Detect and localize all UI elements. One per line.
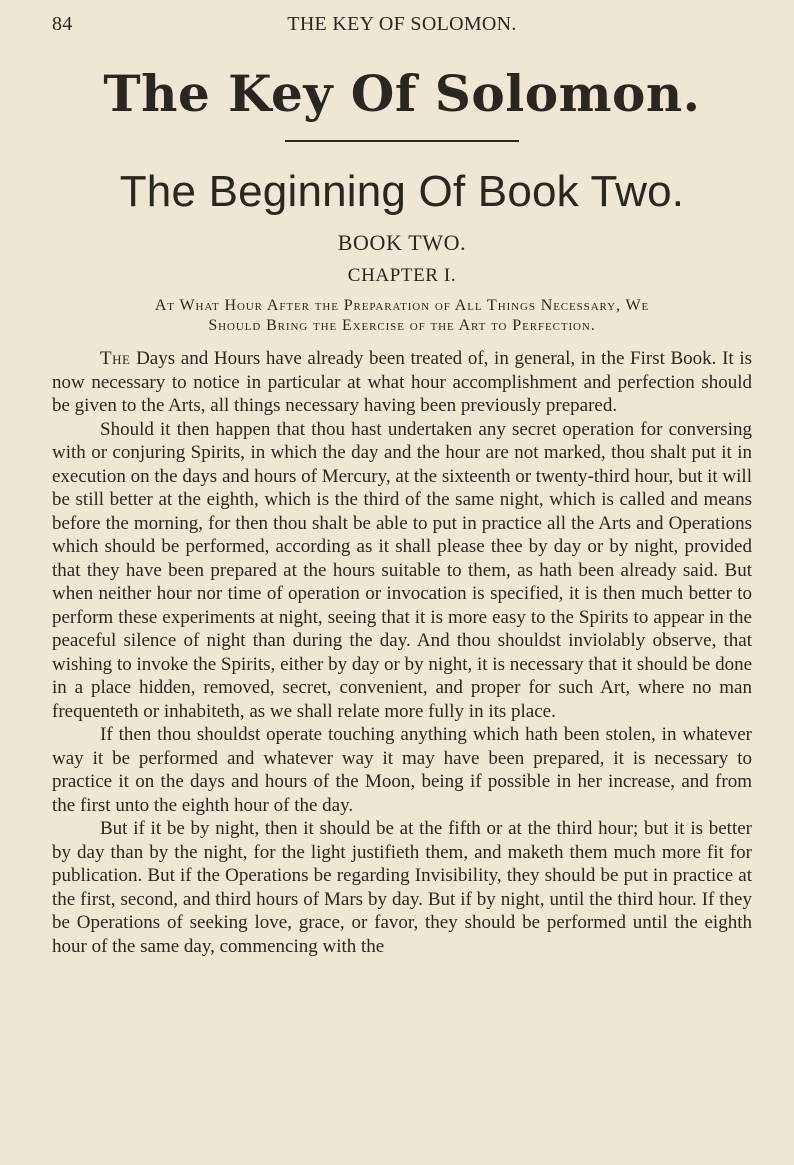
paragraph-2: Should it then happen that thou hast undertaken any secret operation for conversing with or conjuring Spirits, in which the day and the hour are not marked, thou shalt put it in execution on the days and hours of Mercury, at the sixteenth or twenty-third hour, but it will be still better at the eighth, which is the third of the same night, which is called and means before the morning, for then thou shalt be able to put in practice all the Arts and Operations which should be performed, according as it shall please thee by day or by night, provided that they have been prepared at the hours suitable to them, as hath been already said. But when neither hour nor time of operation or invocation is specified, it is then much better to perform these experiments at night, seeing that it is more easy to the Spirits to appear in the peaceful silence of night than during the day. And thou shouldst inviolably observe, that wishing to invoke the Spirits, either by day or by night, it is necessary that it should be done in a place hidden, removed, secret, convenient, and proper for such Art, where no man frequenteth or inhabiteth, as we shall relate more fully in its place. — [52, 418, 752, 722]
body-text — [52, 347, 752, 958]
blackletter-masthead: The Key Of Solomon. — [103, 64, 701, 123]
chapter-summary-line-2: Should Bring the Exercise of the Art to Perfection. — [208, 317, 596, 334]
chapter-heading: CHAPTER I. — [347, 265, 457, 286]
chapter-summary — [52, 296, 752, 336]
section-title: The Beginning Of Book Two. — [119, 167, 685, 216]
paragraph-4: But if it be by night, then it should be at the fifth or at the third hour; but it is better by day than by the night, for the light justifieth them, and maketh them much more fit for publication. But if the Operations be regarding Invisibility, they should be put in practice at the first, second, and third hours of Mars by day. But if by night, until the third hour. If they be Operations of seeking love, grace, or favor, they should be performed until the eighth hour of the same day, commencing with the — [52, 818, 752, 957]
chapter-summary-line-1: At What Hour After the Preparation of All Things Necessary, We — [154, 297, 650, 314]
running-title: THE KEY OF SOLOMON. — [287, 13, 517, 35]
paragraph-lead-word: The — [100, 348, 131, 369]
paragraph-3: If then thou shouldst operate touching anything which hath been stolen, in whatever way it be performed and whatever way it may have been prepared, it is necessary to practice it on the days and hours of the Moon, being if possible in her increase, and from the first unto the eighth hour of the day. — [52, 724, 752, 816]
page-number: 84 — [52, 13, 73, 35]
running-header — [52, 0, 752, 44]
masthead-divider — [285, 140, 519, 142]
paragraph-1 — [52, 347, 752, 418]
paragraph-text: Days and Hours have already been treated of, in general, in the First Book. It is now necessary to notice in particular at what hour accomplishment and perfection should be given to the Arts, all things necessary having been previously prepared. — [52, 348, 752, 416]
book-heading: BOOK TWO. — [337, 230, 467, 255]
